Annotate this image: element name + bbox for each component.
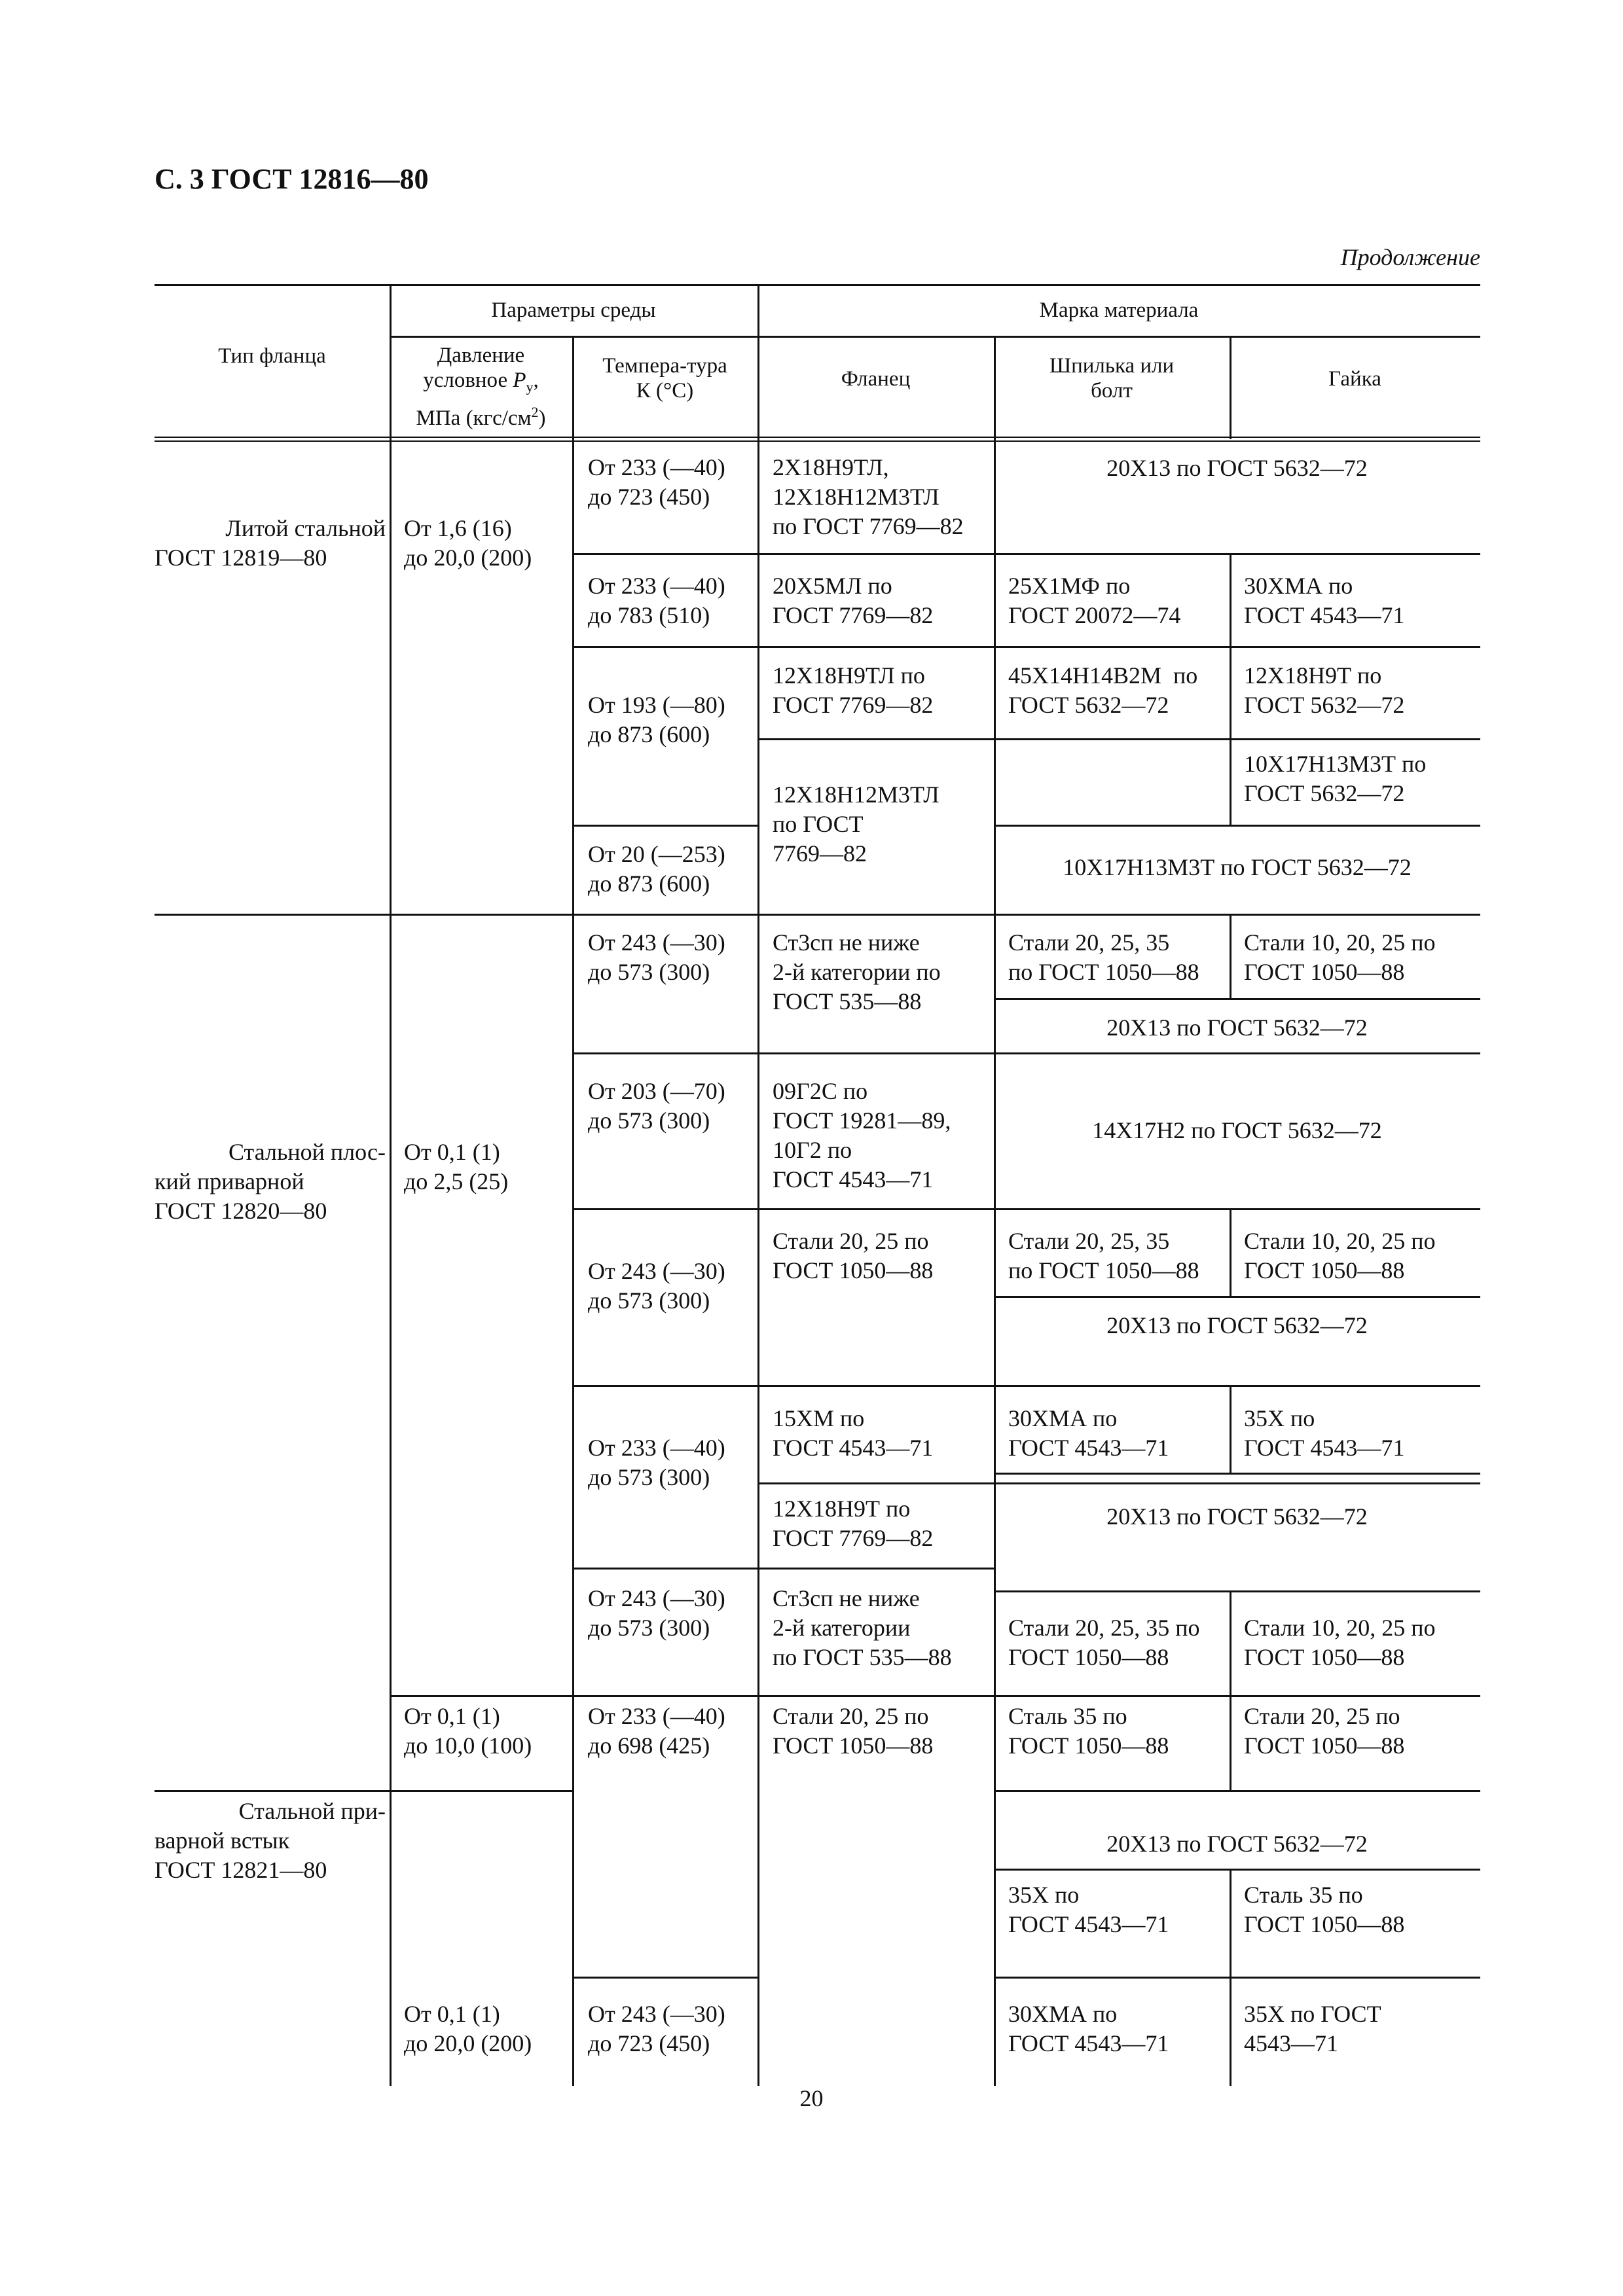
temperature-line: до 723 (450) <box>588 2030 710 2056</box>
col-rule <box>1230 553 1231 825</box>
stud-material-line: Стали 20, 25, 35 по <box>1008 1615 1200 1641</box>
flange-material-line: 12Х18Н9Т по <box>773 1496 911 1522</box>
flange-material-line: 2-й категории по <box>773 959 941 985</box>
row-rule <box>572 1208 1480 1210</box>
row-rule <box>572 1568 994 1570</box>
flange-material-line: по ГОСТ 7769—82 <box>773 513 964 539</box>
header-pressure-unit: МПа (кгс/см <box>416 406 532 430</box>
stud-nut-shared-material: 10Х17Н13М3Т по ГОСТ 5632—72 <box>1063 854 1412 880</box>
header-flange: Фланец <box>841 367 911 391</box>
temperature-line: до 873 (600) <box>588 721 710 747</box>
temperature-line: до 573 (300) <box>588 1287 710 1314</box>
row-rule <box>572 553 1480 555</box>
col-rule <box>1230 914 1231 998</box>
page-header: С. 3 ГОСТ 12816—80 <box>155 163 429 195</box>
pressure-line: От 0,1 (1) <box>404 2001 500 2027</box>
temperature-cell <box>588 1702 725 1761</box>
nut-material-line: 30ХМА по <box>1244 573 1353 599</box>
flange-type-butt-line1: Стальной при- <box>238 1798 386 1824</box>
header-pressure-line1: Давление <box>437 344 525 367</box>
flange-material-line: ГОСТ 7769—82 <box>773 692 934 718</box>
flange-type-flat-welded <box>155 1138 386 1226</box>
nut-material-cell <box>1244 1404 1404 1463</box>
header-nut: Гайка <box>1328 367 1381 391</box>
header-env-params: Параметры среды <box>491 298 656 322</box>
row-rule <box>994 1473 1480 1475</box>
pressure-line: до 20,0 (200) <box>404 2030 532 2056</box>
stud-material-cell <box>1008 928 1199 987</box>
flange-material-line: 20Х5МЛ по <box>773 573 892 599</box>
row-rule <box>994 1296 1480 1298</box>
row-rule <box>757 738 1480 740</box>
header-pressure-line2: условное $P_y$, <box>423 368 539 395</box>
stud-material-line: 30ХМА по <box>1008 1405 1118 1431</box>
temperature-line: до 698 (425) <box>588 1732 710 1759</box>
flange-material-line: 12Х18Н9ТЛ по <box>773 662 925 689</box>
pressure-unit-superscript: 2 <box>531 403 539 420</box>
temperature-cell <box>588 453 725 512</box>
nut-material-line: 35Х по ГОСТ <box>1244 2001 1381 2027</box>
nut-material-cell <box>1244 928 1436 987</box>
temperature-cell <box>588 928 725 987</box>
col-rule <box>994 336 996 2086</box>
temperature-cell <box>588 2000 725 2058</box>
nut-material-line: 4543—71 <box>1244 2030 1338 2056</box>
nut-material-cell <box>1244 661 1404 720</box>
flange-material-line: по ГОСТ 535—88 <box>773 1644 952 1670</box>
stud-material-line: 30ХМА по <box>1008 2001 1118 2027</box>
temperature-line: От 233 (—40) <box>588 454 725 480</box>
stud-material-line: 25Х1МФ по <box>1008 573 1131 599</box>
col-rule <box>757 284 759 2086</box>
stud-material-cell <box>1008 1227 1199 1285</box>
temperature-line: до 573 (300) <box>588 1615 710 1641</box>
temperature-cell <box>588 1077 725 1136</box>
continuation-label: Продолжение <box>1340 244 1480 270</box>
temperature-line: От 243 (—30) <box>588 2001 725 2027</box>
flange-material-line: 09Г2С по <box>773 1078 868 1104</box>
flange-material-cell <box>773 780 939 869</box>
flange-material-line: Стали 20, 25 по <box>773 1228 929 1254</box>
temperature-line: От 193 (—80) <box>588 692 725 718</box>
group-rule <box>155 1790 574 1792</box>
nut-material-cell <box>1244 1880 1404 1939</box>
nut-material-cell <box>1244 1702 1404 1761</box>
stud-material-line: ГОСТ 1050—88 <box>1008 1644 1169 1670</box>
flange-material-line: Ст3сп не ниже <box>773 929 920 956</box>
nut-material-line: 35Х по <box>1244 1405 1315 1431</box>
nut-material-line: ГОСТ 1050—88 <box>1244 1732 1405 1759</box>
flange-material-line: ГОСТ 7769—82 <box>773 602 934 628</box>
flange-type-butt-line3: ГОСТ 12821—80 <box>155 1857 327 1883</box>
flange-type-cast-line1: Литой стальной <box>225 515 386 541</box>
pressure-subscript: y <box>526 378 534 395</box>
header-subrule <box>390 336 1480 338</box>
pressure-line: до 20,0 (200) <box>404 545 532 571</box>
flange-type-flat-line2: кий приварной <box>155 1168 304 1194</box>
table-top-rule <box>155 284 1480 286</box>
col-rule <box>572 336 574 2086</box>
flange-material-line: 7769—82 <box>773 840 867 867</box>
row-rule <box>572 646 1480 648</box>
nut-material-line: ГОСТ 1050—88 <box>1244 1644 1405 1670</box>
temperature-line: От 243 (—30) <box>588 929 725 956</box>
stud-material-cell <box>1008 2000 1169 2058</box>
row-rule <box>994 1977 1480 1979</box>
col-rule <box>1230 1385 1231 1473</box>
row-rule <box>994 1790 1480 1792</box>
temperature-line: От 203 (—70) <box>588 1078 725 1104</box>
stud-material-line: по ГОСТ 1050—88 <box>1008 959 1199 985</box>
temperature-cell <box>588 571 725 630</box>
col-rule <box>1230 1869 1231 2086</box>
stud-material-line: ГОСТ 4543—71 <box>1008 1911 1169 1937</box>
pressure-line: От 0,1 (1) <box>404 1139 500 1165</box>
row-rule <box>572 1385 1480 1387</box>
stud-material-line: ГОСТ 1050—88 <box>1008 1732 1169 1759</box>
temperature-line: От 243 (—30) <box>588 1585 725 1611</box>
nut-material-cell <box>1244 1227 1436 1285</box>
group-rule <box>155 914 1480 916</box>
stud-material-line: ГОСТ 5632—72 <box>1008 692 1169 718</box>
nut-material-line: Стали 20, 25 по <box>1244 1703 1400 1729</box>
nut-material-cell <box>1244 2000 1381 2058</box>
row-rule <box>572 1052 1480 1054</box>
stud-nut-shared-material: 20Х13 по ГОСТ 5632—72 <box>1106 1014 1368 1041</box>
temperature-cell <box>588 1584 725 1643</box>
flange-material-line: 12Х18Н12М3ТЛ <box>773 781 939 808</box>
temperature-line: до 573 (300) <box>588 959 710 985</box>
flange-material-line: ГОСТ 535—88 <box>773 988 922 1014</box>
stud-material-cell <box>1008 1880 1169 1939</box>
pressure-cell <box>404 1702 532 1761</box>
pressure-cell <box>404 2000 532 2058</box>
row-rule <box>572 825 757 827</box>
flange-material-line: ГОСТ 4543—71 <box>773 1166 934 1193</box>
row-rule <box>390 1695 1480 1697</box>
flange-material-cell <box>773 1077 951 1194</box>
row-rule <box>994 825 1480 827</box>
pressure-line: От 1,6 (16) <box>404 515 512 541</box>
flange-type-flat-line1: Стальной плос- <box>228 1139 386 1165</box>
temperature-line: до 723 (450) <box>588 484 710 510</box>
flange-material-line: ГОСТ 1050—88 <box>773 1732 934 1759</box>
stud-material-line: 45Х14Н14В2М по <box>1008 662 1198 689</box>
stud-material-cell <box>1008 571 1180 630</box>
header-stud-line2: болт <box>1091 379 1133 403</box>
header-pressure <box>390 343 572 431</box>
stud-material-line: ГОСТ 4543—71 <box>1008 1435 1169 1461</box>
flange-material-cell <box>773 1494 933 1553</box>
nut-material-line: 10Х17Н13М3Т по <box>1244 751 1427 777</box>
nut-material-cell <box>1244 1613 1436 1672</box>
stud-material-line: ГОСТ 4543—71 <box>1008 2030 1169 2056</box>
temperature-cell <box>588 691 725 749</box>
col-rule <box>1230 1208 1231 1296</box>
flange-material-line: ГОСТ 19281—89, <box>773 1107 951 1134</box>
nut-material-line: 12Х18Н9Т по <box>1244 662 1382 689</box>
flange-material-line: по ГОСТ <box>773 811 864 837</box>
stud-material-cell <box>1008 1404 1169 1463</box>
header-stud <box>994 353 1230 403</box>
flange-material-cell <box>773 571 933 630</box>
flange-material-line: 2Х18Н9ТЛ, <box>773 454 889 480</box>
temperature-line: От 243 (—30) <box>588 1258 725 1284</box>
flange-material-line: 15ХМ по <box>773 1405 865 1431</box>
flange-material-line: 10Г2 по <box>773 1137 852 1163</box>
nut-material-line: Стали 10, 20, 25 по <box>1244 1615 1436 1641</box>
temperature-line: до 783 (510) <box>588 602 710 628</box>
header-material-grade: Марка материала <box>1039 298 1199 322</box>
stud-material-line: Стали 20, 25, 35 <box>1008 929 1170 956</box>
flange-type-flat-line3: ГОСТ 12820—80 <box>155 1198 327 1224</box>
flange-type-cast-line2: ГОСТ 12819—80 <box>155 545 327 571</box>
header-double-rule <box>155 437 1480 442</box>
stud-nut-shared-material: 20Х13 по ГОСТ 5632—72 <box>1106 1831 1368 1857</box>
flange-material-cell <box>773 928 941 1016</box>
temperature-line: до 573 (300) <box>588 1107 710 1134</box>
flange-material-cell <box>773 1584 952 1672</box>
stud-nut-shared-material: 20Х13 по ГОСТ 5632—72 <box>1106 1312 1368 1338</box>
nut-material-line: ГОСТ 5632—72 <box>1244 692 1405 718</box>
header-temperature-line2: К (°С) <box>636 379 694 403</box>
flange-material-cell <box>773 1404 933 1463</box>
stud-material-line: 35Х по <box>1008 1882 1080 1908</box>
flange-material-cell <box>773 661 933 720</box>
flange-material-cell <box>773 1702 933 1761</box>
row-rule <box>994 998 1480 1000</box>
temperature-cell <box>588 1257 725 1316</box>
header-pressure-word: условное <box>423 368 513 392</box>
row-rule <box>994 1869 1480 1871</box>
temperature-cell <box>588 840 725 899</box>
row-rule <box>572 1977 757 1979</box>
flange-material-line: 12Х18Н12М3ТЛ <box>773 484 939 510</box>
temperature-line: до 873 (600) <box>588 870 710 897</box>
temperature-line: От 233 (—40) <box>588 573 725 599</box>
nut-material-line: Сталь 35 по <box>1244 1882 1363 1908</box>
header-temperature-line1: Темпера-тура <box>602 354 727 378</box>
nut-material-line: ГОСТ 4543—71 <box>1244 602 1405 628</box>
stud-nut-shared-material: 14Х17Н2 по ГОСТ 5632—72 <box>1092 1117 1382 1143</box>
nut-material-cell <box>1244 571 1404 630</box>
header-temperature <box>572 353 757 403</box>
nut-material-line: ГОСТ 1050—88 <box>1244 1257 1405 1283</box>
flange-type-butt-welded <box>155 1797 386 1885</box>
flange-material-line: Ст3сп не ниже <box>773 1585 920 1611</box>
header-stud-line1: Шпилька или <box>1049 354 1175 378</box>
header-pressure-line3: МПа $(кгс/см^2)$ <box>416 403 546 430</box>
nut-material-line: ГОСТ 1050—88 <box>1244 1911 1405 1937</box>
page-number: 20 <box>799 2085 824 2111</box>
temperature-line: От 233 (—40) <box>588 1435 725 1461</box>
nut-material-line: ГОСТ 5632—72 <box>1244 780 1405 806</box>
nut-material-line: ГОСТ 4543—71 <box>1244 1435 1405 1461</box>
nut-material-line: Стали 10, 20, 25 по <box>1244 929 1436 956</box>
nut-material-line: ГОСТ 1050—88 <box>1244 959 1405 985</box>
nut-material-cell <box>1244 749 1426 808</box>
flange-material-cell <box>773 1227 933 1285</box>
row-rule <box>757 1482 1480 1484</box>
stud-material-line: по ГОСТ 1050—88 <box>1008 1257 1199 1283</box>
stud-material-cell <box>1008 1613 1200 1672</box>
header-flange-type: Тип фланца <box>218 344 326 368</box>
pressure-line: до 10,0 (100) <box>404 1732 532 1759</box>
stud-material-cell <box>1008 1702 1169 1761</box>
flange-material-line: ГОСТ 4543—71 <box>773 1435 934 1461</box>
temperature-line: до 573 (300) <box>588 1464 710 1490</box>
col-rule <box>390 284 392 2086</box>
stud-material-cell <box>1008 661 1197 720</box>
temperature-line: От 20 (—253) <box>588 841 725 867</box>
stud-nut-shared-material: 20Х13 по ГОСТ 5632—72 <box>1106 1503 1368 1530</box>
stud-material-line: ГОСТ 20072—74 <box>1008 602 1181 628</box>
flange-material-line: 2-й категории <box>773 1615 911 1641</box>
pressure-line: От 0,1 (1) <box>404 1703 500 1729</box>
pressure-cell <box>404 1138 508 1196</box>
flange-material-line: Стали 20, 25 по <box>773 1703 929 1729</box>
pressure-cell <box>404 514 532 573</box>
col-rule <box>1230 1590 1231 1790</box>
stud-material-line: Стали 20, 25, 35 <box>1008 1228 1170 1254</box>
stud-material-line: Сталь 35 по <box>1008 1703 1127 1729</box>
pressure-line: до 2,5 (25) <box>404 1168 509 1194</box>
flange-material-cell <box>773 453 964 541</box>
flange-type-butt-line2: варной встык <box>155 1827 290 1854</box>
flange-material-line: ГОСТ 7769—82 <box>773 1525 934 1551</box>
stud-nut-shared-material: 20Х13 по ГОСТ 5632—72 <box>1106 455 1368 481</box>
flange-type-cast <box>155 514 386 573</box>
flange-material-line: ГОСТ 1050—88 <box>773 1257 934 1283</box>
temperature-cell <box>588 1433 725 1492</box>
pressure-symbol: P <box>513 368 526 392</box>
nut-material-line: Стали 10, 20, 25 по <box>1244 1228 1436 1254</box>
temperature-line: От 233 (—40) <box>588 1703 725 1729</box>
row-rule <box>994 1590 1480 1592</box>
